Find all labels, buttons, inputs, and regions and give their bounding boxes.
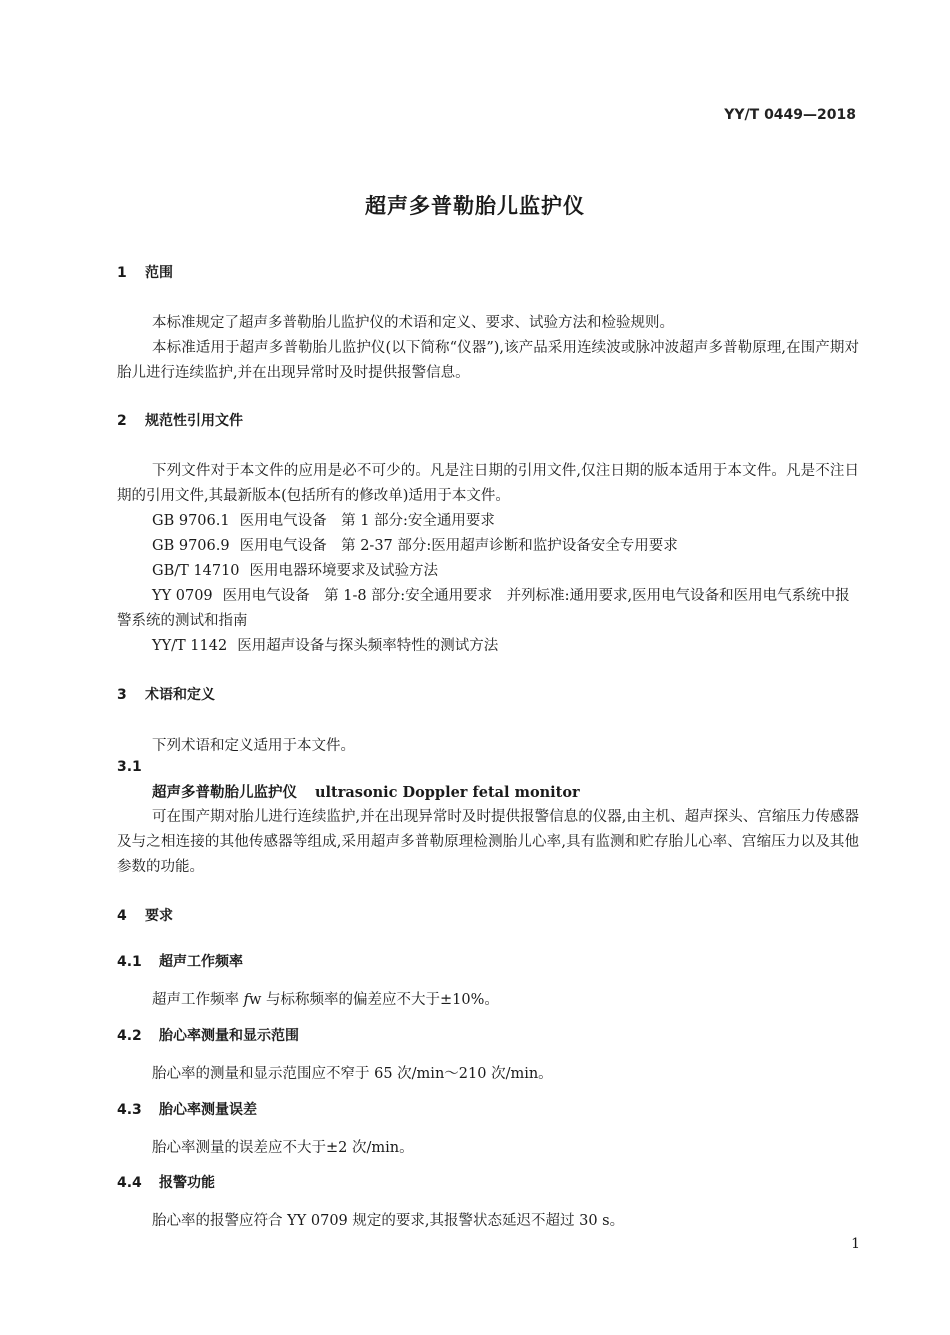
section-2-heading <box>117 414 243 428</box>
subsection-4-3-heading <box>117 1103 257 1117</box>
page-number: 1 <box>851 1236 860 1252</box>
subsection-number: 4.4 <box>117 1175 142 1191</box>
paragraph: 下列术语和定义适用于本文件。 <box>152 738 355 754</box>
standard-code: YY/T 0449—2018 <box>724 107 856 123</box>
reference-title: 医用电器环境要求及试验方法 <box>249 563 439 579</box>
reference-title: 医用超声设备与探头频率特性的测试方法 <box>237 638 499 654</box>
reference-item <box>117 584 859 634</box>
section-1-heading <box>117 266 173 280</box>
reference-title: 医用电气设备 第 1 部分:安全通用要求 <box>239 513 495 529</box>
reference-code: YY/T 1142 <box>152 638 228 654</box>
subsection-title: 胎心率测量和显示范围 <box>159 1028 299 1044</box>
reference-code: GB 9706.1 <box>152 513 230 529</box>
reference-code: YY 0709 <box>152 588 213 604</box>
term-entry <box>152 781 580 802</box>
section-number: 2 <box>117 413 127 429</box>
paragraph: 超声工作频率 𝑓w 与标称频率的偏差应不大于±10%。 <box>152 992 499 1008</box>
paragraph: 胎心率测量的误差应不大于±2 次/min。 <box>152 1140 414 1156</box>
term-english: ultrasonic Doppler fetal monitor <box>315 784 580 801</box>
subsection-title: 超声工作频率 <box>159 954 243 970</box>
section-number: 4 <box>117 908 127 924</box>
section-title: 要求 <box>145 908 173 924</box>
paragraph: 本标准规定了超声多普勒胎儿监护仪的术语和定义、要求、试验方法和检验规则。 <box>152 315 674 331</box>
reference-code: GB 9706.9 <box>152 538 230 554</box>
section-title: 范围 <box>145 265 173 281</box>
reference-item <box>152 509 495 534</box>
term-chinese: 超声多普勒胎儿监护仪 <box>152 784 297 801</box>
reference-item <box>152 559 438 584</box>
section-4-heading <box>117 909 173 923</box>
section-title: 规范性引用文件 <box>145 413 243 429</box>
paragraph: 胎心率的测量和显示范围应不窄于 65 次/min～210 次/min。 <box>152 1066 553 1082</box>
paragraph: 胎心率的报警应符合 YY 0709 规定的要求,其报警状态延迟不超过 30 s。 <box>152 1213 625 1229</box>
subsection-number: 4.3 <box>117 1102 142 1118</box>
section-title: 术语和定义 <box>145 687 215 703</box>
reference-item <box>152 634 498 659</box>
reference-item <box>152 534 678 559</box>
document-title: 超声多普勒胎儿监护仪 <box>365 194 585 218</box>
paragraph: 本标准适用于超声多普勒胎儿监护仪(以下简称“仪器”),该产品采用连续波或脉冲波超声多普勒原理,在围产期对胎儿进行连续监护,并在出现异常时及时提供报警信息。 <box>117 340 859 381</box>
subsection-4-1-heading <box>117 955 243 969</box>
subsection-title: 报警功能 <box>159 1175 215 1191</box>
paragraph: 下列文件对于本文件的应用是必不可少的。凡是注日期的引用文件,仅注日期的版本适用于本文件。凡是不注日期的引用文件,其最新版本(包括所有的修改单)适用于本文件。 <box>117 463 859 504</box>
subsection-number: 4.2 <box>117 1028 142 1044</box>
term-definition: 可在围产期对胎儿进行连续监护,并在出现异常时及时提供报警信息的仪器,由主机、超声探头、宫缩压力传感器及与之相连接的其他传感器等组成,采用超声多普勒原理检测胎儿心率,具有监测和贮存胎儿心率、宫缩压力以及其他参数的功能。 <box>117 809 859 875</box>
section-3-heading <box>117 688 215 702</box>
subsection-title: 胎心率测量误差 <box>159 1102 257 1118</box>
section-number: 3 <box>117 687 127 703</box>
subsection-number: 4.1 <box>117 954 142 970</box>
section-number: 1 <box>117 265 127 281</box>
reference-code: GB/T 14710 <box>152 563 240 579</box>
subsection-4-2-heading <box>117 1029 299 1043</box>
reference-title: 医用电气设备 第 2-37 部分:医用超声诊断和监护设备安全专用要求 <box>239 538 678 554</box>
term-number: 3.1 <box>117 759 142 775</box>
subsection-4-4-heading <box>117 1176 215 1190</box>
reference-title: 医用电气设备 第 1-8 部分:安全通用要求 并列标准:通用要求,医用电气设备和医用电气系统中报警系统的测试和指南 <box>117 588 850 629</box>
